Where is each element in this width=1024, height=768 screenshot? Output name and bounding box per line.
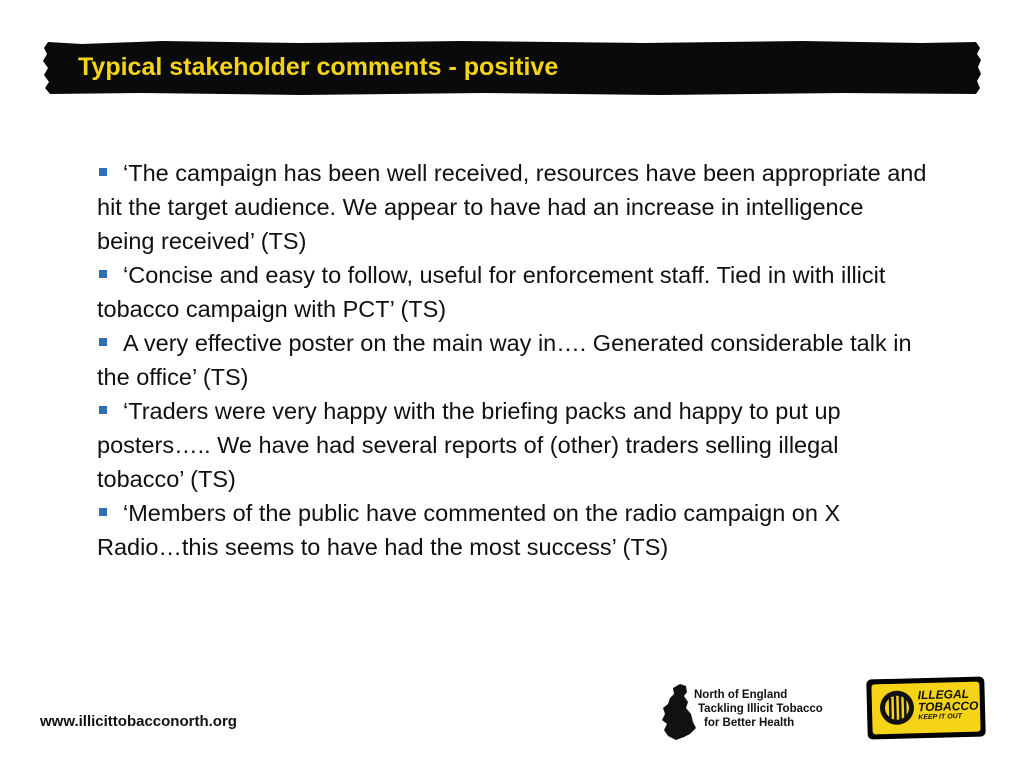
list-item (97, 394, 927, 496)
list-item (97, 258, 927, 326)
list-item-text: ‘The campaign has been well received, resources have been appropriate and hit the target audience. We appear to have had an increase in intelligence being received’ (TS) (97, 160, 927, 254)
list-item (97, 496, 927, 564)
square-bullet-icon (99, 338, 107, 346)
list-item (97, 156, 927, 258)
list-item (97, 326, 927, 394)
north-england-map-icon (660, 682, 696, 742)
north-of-england-logo (660, 682, 850, 744)
badge-line-1: ILLEGAL (917, 686, 970, 703)
badge-line-3: KEEP IT OUT (918, 713, 963, 722)
square-bullet-icon (99, 270, 107, 278)
illegal-tobacco-badge (866, 676, 986, 739)
badge-line-2: TOBACCO (917, 698, 979, 715)
list-item-text: ‘Concise and easy to follow, useful for enforcement staff. Tied in with illicit tobacco campaign with PCT’ (TS) (97, 262, 886, 322)
website-url[interactable]: www.illicittobacconorth.org (40, 713, 237, 730)
logo-line-3: for Better Health (704, 717, 795, 729)
comment-list (97, 156, 927, 564)
list-item-text: ‘Members of the public have commented on the radio campaign on X Radio…this seems to have had the most success’ (TS) (97, 500, 841, 560)
square-bullet-icon (99, 508, 107, 516)
logo-line-2: Tackling Illicit Tobacco (698, 703, 823, 715)
barred-circle-icon (880, 690, 915, 725)
slide-title: Typical stakeholder comments - positive (78, 53, 559, 81)
title-bar (42, 40, 982, 96)
logo-line-1: North of England (694, 689, 788, 701)
square-bullet-icon (99, 406, 107, 414)
square-bullet-icon (99, 168, 107, 176)
list-item-text: A very effective poster on the main way in…. Generated considerable talk in the office’ (TS) (97, 330, 912, 390)
list-item-text: ‘Traders were very happy with the briefing packs and happy to put up posters….. We have had several reports of (other) traders selling illegal tobacco’ (TS) (97, 398, 841, 492)
